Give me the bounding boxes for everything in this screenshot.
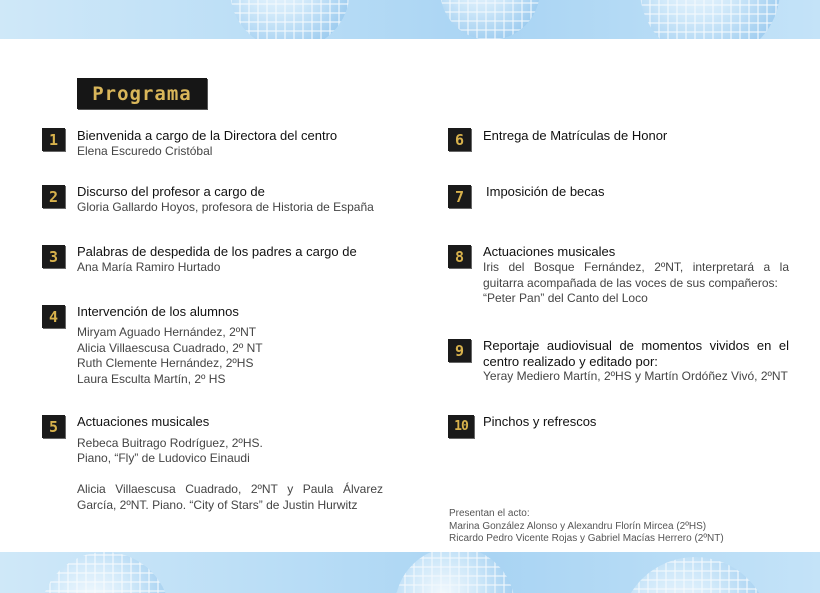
item-detail: Elena Escuredo Cristóbal (77, 144, 213, 158)
item-number-badge: 1 (42, 128, 65, 151)
item-detail: Miryam Aguado Hernández, 2ºNT (77, 325, 257, 339)
item-heading: Entrega de Matrículas de Honor (483, 128, 668, 143)
item-heading: Discurso del profesor a cargo de (77, 184, 265, 199)
item-number-badge: 10 (448, 415, 474, 438)
item-number-badge: 2 (42, 185, 65, 208)
disco-ball-image (620, 557, 770, 593)
disco-ball-image (640, 0, 780, 39)
top-decorative-band (0, 0, 820, 39)
item-detail: “Peter Pan” del Canto del Loco (483, 291, 648, 305)
item-heading: Bienvenida a cargo de la Directora del centro (77, 128, 338, 143)
item-detail: Piano, “Fly” de Ludovico Einaudi (77, 451, 250, 465)
item-heading: Reportaje audiovisual de momentos vividos en el centro realizado y editado por: (483, 338, 789, 369)
presenters-line: Marina González Alonso y Alexandru Florín Mircea (2ºHS) (449, 520, 707, 532)
item-heading: Actuaciones musicales (483, 244, 616, 259)
item-detail: Ruth Clemente Hernández, 2ºHS (77, 356, 254, 370)
item-heading: Pinchos y refrescos (483, 414, 597, 429)
item-detail: Gloria Gallardo Hoyos, profesora de Historia de España (77, 200, 374, 214)
item-heading: Intervención de los alumnos (77, 304, 239, 319)
item-number-badge: 5 (42, 415, 65, 438)
item-number-badge: 6 (448, 128, 471, 151)
item-number-badge: 4 (42, 305, 65, 328)
item-paragraph: Alicia Villaescusa Cuadrado, 2ºNT y Paula Álvarez García, 2ºNT. Piano. “City of Stars” de Justin Hurwitz (77, 482, 383, 512)
program-title-box (77, 78, 207, 109)
item-number-badge: 3 (42, 245, 65, 268)
item-number-badge: 9 (448, 339, 471, 362)
program-title: Programa (92, 82, 192, 105)
presenters-line: Ricardo Pedro Vicente Rojas y Gabriel Macías Herrero (2ºNT) (449, 533, 724, 544)
disco-ball-image (40, 552, 170, 593)
bottom-decorative-band (0, 552, 820, 593)
presenters-label: Presentan el acto: (449, 508, 530, 519)
disco-ball-image (395, 552, 515, 593)
item-detail: Laura Esculta Martín, 2º HS (77, 372, 226, 386)
item-number-badge: 7 (448, 185, 471, 208)
item-heading: Imposición de becas (486, 184, 605, 199)
disco-ball-image (230, 0, 350, 39)
item-heading: Palabras de despedida de los padres a cargo de (77, 244, 357, 259)
item-detail: Ana María Ramiro Hurtado (77, 260, 221, 274)
item-number-badge: 8 (448, 245, 471, 268)
item-detail: Rebeca Buitrago Rodríguez, 2ºHS. (77, 436, 263, 450)
item-detail: Yeray Mediero Martín, 2ºHS y Martín Ordóñez Vivó, 2ºNT (483, 369, 788, 383)
presenters-credit (449, 508, 724, 546)
item-paragraph: Iris del Bosque Fernández, 2ºNT, interpretará a la guitarra acompañada de las voces de sus compañeros: (483, 260, 789, 290)
item-heading: Actuaciones musicales (77, 414, 210, 429)
disco-ball-image (440, 0, 540, 39)
item-detail: Alicia Villaescusa Cuadrado, 2º NT (77, 341, 263, 355)
